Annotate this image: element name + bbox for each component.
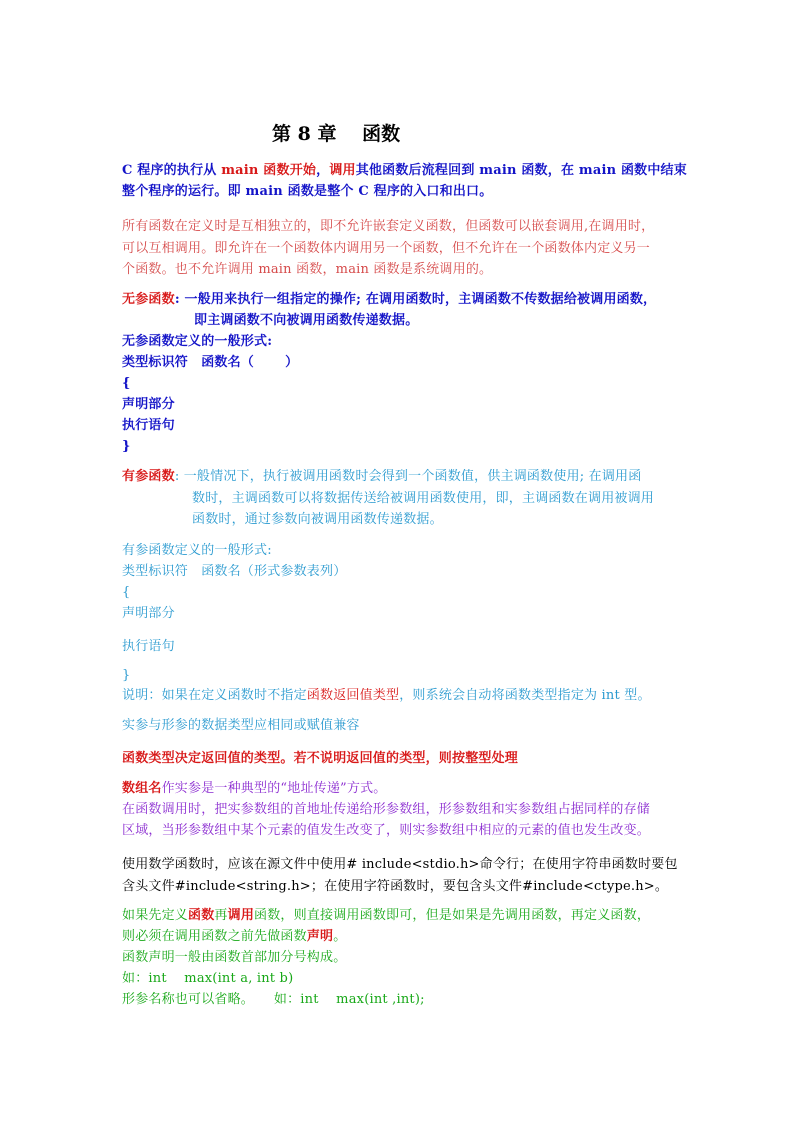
para-include-line-2: 含头文件#include<string.h>；在使用字符函数时，要包含头文件#include<ctype.h>。 (122, 879, 669, 894)
noparam-code-line: { (122, 376, 131, 391)
text-span: 函数，则直接调用函数即可，但是如果是先调用函数，再定义函数， (254, 908, 651, 923)
text-span: 函数返回值类型 (306, 688, 400, 703)
param-code-line: 有参函数定义的一般形式: (122, 543, 272, 558)
text-span: 则必须在调用函数之前先做函数 (122, 929, 307, 944)
para-nesting-line-2: 可以互相调用。即允许在一个函数体内调用另一个函数，但不允许在一个函数体内定义另一 (122, 241, 651, 256)
text-span: : 一般情况下，执行被调用函数时会得到一个函数值，供主调函数使用; 在调用函 (174, 469, 642, 484)
return-type-rule: 函数类型决定返回值的类型。若不说明返回值的类型，则按整型处理 (122, 751, 519, 766)
text-span: 调用 (329, 163, 356, 178)
text-span: 。 (333, 929, 347, 944)
para-declare-line-4: 如：int max(int a, int b) (122, 971, 294, 986)
para-noparam-line-1 (122, 290, 656, 310)
para-declare-line-1 (122, 906, 650, 926)
text-span: ，则系统会自动将函数类型指定为 int 型。 (399, 688, 651, 703)
text-span: 作实参是一种典型的“地址传递”方式。 (161, 781, 387, 796)
text-span: 数组名 (122, 781, 162, 796)
para-array-line-2: 在函数调用时，把实参数组的首地址传递给形参数组，形参数组和实参数组占据同样的存储 (122, 802, 651, 817)
noparam-code-line: 无参函数定义的一般形式: (122, 334, 273, 349)
para-declare-line-2 (122, 927, 346, 947)
return-type-note (122, 686, 651, 706)
para-nesting-line-3: 个函数。也不允许调用 main 函数，main 函数是系统调用的。 (122, 262, 493, 277)
noparam-code-line: 类型标识符 函数名（ ） (122, 355, 299, 370)
text-span: : 一般用来执行一组指定的操作; 在调用函数时，主调函数不传数据给被调用函数， (174, 292, 657, 307)
para-param-line-2: 数时，主调函数可以将数据传送给被调用函数使用，即，主调函数在调用被调用 (192, 491, 655, 506)
para-param-line-3: 函数时，通过参数向被调用函数传递数据。 (192, 512, 443, 527)
para-nesting-line-1: 所有函数在定义时是互相独立的，即不允许嵌套定义函数，但函数可以嵌套调用,在调用时， (122, 219, 655, 234)
para-array-line-3: 区域，当形参数组中某个元素的值发生改变了，则实参数组中相应的元素的值也发生改变。 (122, 823, 651, 838)
text-span: 函数 (188, 908, 215, 923)
param-code-line: 声明部分 (122, 606, 175, 621)
noparam-code-line: 声明部分 (122, 397, 175, 412)
para-declare-line-5: 形参名称也可以省略。 如：int max(int ,int); (122, 992, 425, 1007)
text-span: 调用 (227, 908, 255, 923)
para-main-line-2: 整个程序的运行。即 main 函数是整个 C 程序的入口和出口。 (122, 184, 493, 199)
para-noparam-line-2: 即主调函数不向被调用函数传递数据。 (194, 313, 419, 328)
text-span: 再 (214, 908, 228, 923)
text-span: C 程序的执行从 (122, 163, 222, 178)
text-span: 如果先定义 (122, 908, 189, 923)
text-span: 其他函数后流程回到 main 函数，在 main 函数中结束 (355, 163, 687, 178)
chapter-title: 第 8 章 函数 (272, 123, 401, 145)
para-param-line-1 (122, 467, 641, 487)
text-span: 说明：如果在定义函数时不指定 (122, 688, 307, 703)
param-code-line: 执行语句 (122, 639, 175, 654)
text-span: ， (316, 163, 330, 178)
param-code-line: } (122, 668, 131, 683)
noparam-code-line: } (122, 439, 131, 454)
param-code-line: { (122, 585, 131, 600)
noparam-code-line: 执行语句 (122, 418, 175, 433)
text-span: main 函数开始 (221, 163, 317, 178)
para-declare-line-3: 函数声明一般由函数首部加分号构成。 (122, 950, 347, 965)
para-array-line-1 (122, 779, 387, 799)
param-label: 有参函数 (122, 469, 175, 484)
noparam-label: 无参函数 (122, 292, 175, 307)
param-code-line: 类型标识符 函数名（形式参数表列） (122, 564, 347, 579)
text-span: 声明 (306, 929, 334, 944)
arg-compat-note: 实参与形参的数据类型应相同或赋值兼容 (122, 718, 360, 733)
para-include-line-1: 使用数学函数时，应该在源文件中使用# include<stdio.h>命令行；在使用字符串函数时要包 (122, 857, 678, 872)
para-main-line-1 (122, 161, 687, 181)
